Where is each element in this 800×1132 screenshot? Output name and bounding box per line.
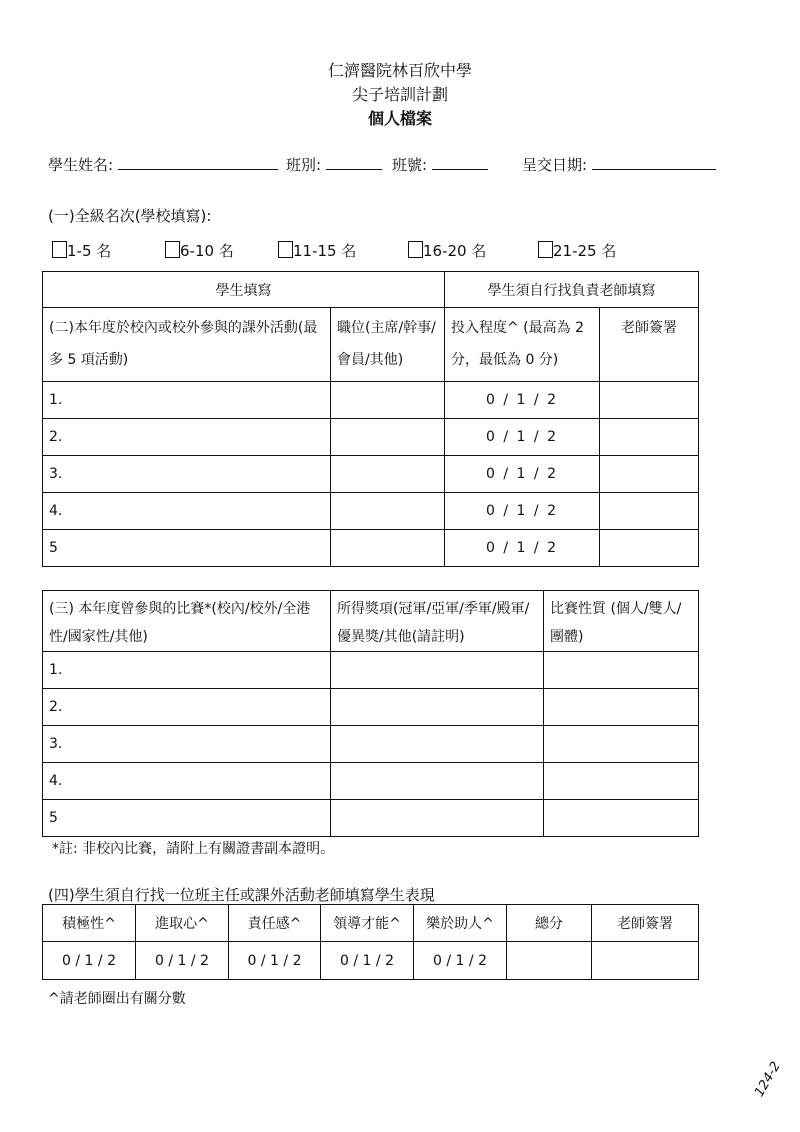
checkbox-icon[interactable]	[278, 241, 293, 258]
row-number[interactable]: 5	[43, 530, 331, 567]
score-scale[interactable]: 0 / 1 / 2	[136, 942, 229, 980]
degree-scale[interactable]: 0 / 1 / 2	[445, 456, 600, 493]
degree-scale[interactable]: 0 / 1 / 2	[445, 382, 600, 419]
table-row	[43, 689, 699, 726]
teacher-fill-header: 學生須自行找負責老師填寫	[445, 272, 699, 308]
rank-option[interactable]	[538, 240, 616, 261]
table-row	[43, 800, 699, 837]
table-row	[43, 382, 699, 419]
position-column-header: 職位(主席/幹事/會員/其他)	[331, 308, 445, 382]
rank-option-label: 1-5 名	[67, 242, 112, 260]
table-row	[43, 942, 699, 980]
rank-option-label: 11-15 名	[293, 242, 357, 260]
nature-cell[interactable]	[544, 726, 699, 763]
total-cell[interactable]	[507, 942, 592, 980]
class-number-label: 班號:	[392, 156, 428, 174]
signature-column-header: 老師簽署	[600, 308, 699, 382]
table-row	[43, 419, 699, 456]
competition-note: *註: 非校內比賽，請附上有關證書副本證明。	[52, 841, 335, 857]
student-name-field[interactable]	[48, 154, 278, 175]
position-cell[interactable]	[331, 419, 445, 456]
rank-option-label: 21-25 名	[553, 242, 617, 260]
row-number[interactable]: 5	[43, 800, 331, 837]
submit-date-blank[interactable]	[592, 155, 716, 170]
award-cell[interactable]	[331, 652, 544, 689]
score-scale[interactable]: 0 / 1 / 2	[414, 942, 507, 980]
award-column-header: 所得獎項(冠軍/亞軍/季軍/殿軍/優異獎/其他(請註明)	[331, 591, 544, 652]
submit-date-field[interactable]	[522, 154, 716, 175]
score-scale[interactable]: 0 / 1 / 2	[321, 942, 414, 980]
degree-scale[interactable]: 0 / 1 / 2	[445, 530, 600, 567]
nature-column-header: 比賽性質 (個人/雙人/團體)	[544, 591, 699, 652]
school-name: 仁濟醫院林百欣中學	[327, 61, 472, 80]
student-fill-header: 學生填寫	[43, 272, 445, 308]
rank-option[interactable]	[408, 240, 486, 261]
award-cell[interactable]	[331, 689, 544, 726]
signature-cell[interactable]	[600, 456, 699, 493]
rank-option[interactable]	[278, 240, 356, 261]
total-header: 總分	[507, 905, 592, 942]
row-number[interactable]: 1.	[43, 382, 331, 419]
checkbox-icon[interactable]	[408, 241, 423, 258]
nature-cell[interactable]	[544, 800, 699, 837]
class-label: 班別:	[286, 156, 322, 174]
degree-scale[interactable]: 0 / 1 / 2	[445, 493, 600, 530]
checkbox-icon[interactable]	[538, 241, 553, 258]
nature-cell[interactable]	[544, 652, 699, 689]
criterion-header: 領導才能^	[321, 905, 414, 942]
nature-cell[interactable]	[544, 763, 699, 800]
section4-title: (四)學生須自行找一位班主任或課外活動老師填寫學生表現	[48, 886, 435, 904]
signature-cell[interactable]	[592, 942, 699, 980]
degree-column-header: 投入程度^ (最高為 2 分，最低為 0 分)	[445, 308, 600, 382]
student-name-blank[interactable]	[118, 155, 278, 170]
performance-table	[42, 904, 699, 980]
rank-option-label: 16-20 名	[423, 242, 487, 260]
score-scale[interactable]: 0 / 1 / 2	[229, 942, 321, 980]
score-scale[interactable]: 0 / 1 / 2	[43, 942, 136, 980]
position-cell[interactable]	[331, 493, 445, 530]
document-title: 個人檔案	[367, 109, 432, 128]
criterion-header: 進取心^	[136, 905, 229, 942]
criterion-header: 積極性^	[43, 905, 136, 942]
class-number-field[interactable]	[392, 154, 488, 175]
award-cell[interactable]	[331, 726, 544, 763]
degree-scale[interactable]: 0 / 1 / 2	[445, 419, 600, 456]
section1-title: (一)全級名次(學校填寫):	[48, 207, 212, 225]
position-cell[interactable]	[331, 530, 445, 567]
student-name-label: 學生姓名:	[48, 156, 114, 174]
signature-cell[interactable]	[600, 530, 699, 567]
table-row	[43, 763, 699, 800]
criterion-header: 樂於助人^	[414, 905, 507, 942]
award-cell[interactable]	[331, 763, 544, 800]
class-blank[interactable]	[326, 155, 382, 170]
submit-date-label: 呈交日期:	[522, 156, 588, 174]
rank-option[interactable]	[52, 240, 111, 261]
table-row	[43, 493, 699, 530]
table-row	[43, 726, 699, 763]
table-row	[43, 456, 699, 493]
row-number[interactable]: 3.	[43, 456, 331, 493]
competition-column-header: (三) 本年度曾參與的比賽*(校內/校外/全港性/國家性/其他)	[43, 591, 331, 652]
position-cell[interactable]	[331, 456, 445, 493]
row-number[interactable]: 2.	[43, 419, 331, 456]
position-cell[interactable]	[331, 382, 445, 419]
row-number[interactable]: 2.	[43, 689, 331, 726]
signature-cell[interactable]	[600, 493, 699, 530]
nature-cell[interactable]	[544, 689, 699, 726]
row-number[interactable]: 4.	[43, 763, 331, 800]
plan-title: 尖子培訓計劃	[351, 85, 448, 104]
signature-header: 老師簽署	[592, 905, 699, 942]
row-number[interactable]: 3.	[43, 726, 331, 763]
rank-option-label: 6-10 名	[180, 242, 234, 260]
signature-cell[interactable]	[600, 382, 699, 419]
activities-table	[42, 271, 699, 567]
table-row	[43, 652, 699, 689]
competitions-table	[42, 590, 699, 837]
handwritten-number: 124-2	[752, 1059, 784, 1100]
class-field[interactable]	[286, 154, 382, 175]
award-cell[interactable]	[331, 800, 544, 837]
table-row	[43, 530, 699, 567]
class-number-blank[interactable]	[432, 155, 488, 170]
circle-score-note: ^請老師圈出有關分數	[48, 991, 186, 1007]
checkbox-icon[interactable]	[52, 241, 67, 258]
checkbox-icon[interactable]	[165, 241, 180, 258]
activity-column-header: (二)本年度於校內或校外參與的課外活動(最多 5 項活動)	[43, 308, 331, 382]
rank-option[interactable]	[165, 240, 234, 261]
signature-cell[interactable]	[600, 419, 699, 456]
row-number[interactable]: 1.	[43, 652, 331, 689]
row-number[interactable]: 4.	[43, 493, 331, 530]
criterion-header: 責任感^	[229, 905, 321, 942]
